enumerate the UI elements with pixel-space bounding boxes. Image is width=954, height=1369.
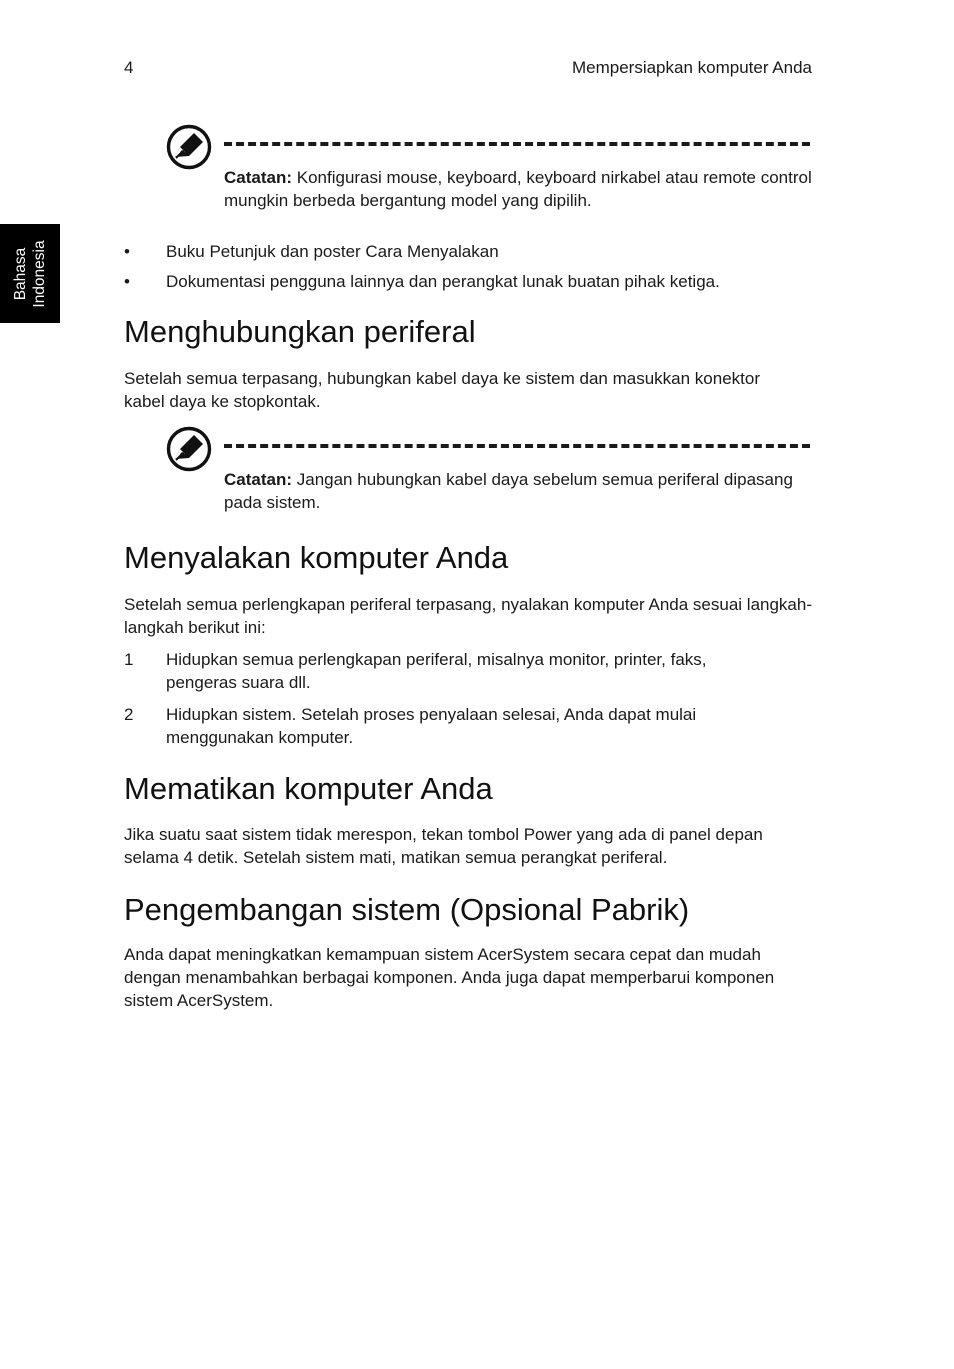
section-heading: Mematikan komputer Anda xyxy=(124,771,493,806)
step-number: 1 xyxy=(124,650,134,669)
step-number: 2 xyxy=(124,705,134,724)
section-heading: Menyalakan komputer Anda xyxy=(124,540,509,575)
note-divider xyxy=(224,142,810,146)
section-heading: Menghubungkan periferal xyxy=(124,314,476,349)
note-pen-icon xyxy=(166,426,212,472)
list-item-text: Hidupkan semua perlengkapan periferal, misalnya monitor, printer, faks, pengeras suara dll. xyxy=(166,650,707,692)
language-tab xyxy=(0,224,60,323)
bullet-marker: • xyxy=(124,272,130,291)
note-pen-icon xyxy=(166,124,212,170)
section-body: Anda dapat meningkatkan kemampuan sistem AcerSystem secara cepat dan mudah dengan menambahkan berbagai komponen. Anda juga dapat memperbarui komponen sistem AcerSystem. xyxy=(124,945,775,1010)
bullet-marker: • xyxy=(124,242,130,261)
list-item-text: Buku Petunjuk dan poster Cara Menyalakan xyxy=(166,242,499,261)
list-item-text: Hidupkan sistem. Setelah proses penyalaan selesai, Anda dapat mulai menggunakan komputer. xyxy=(166,705,697,747)
language-tab-label: Bahasa Indonesia xyxy=(12,239,48,308)
section-body: Setelah semua terpasang, hubungkan kabel daya ke sistem dan masukkan konektor kabel daya ke stopkontak. xyxy=(124,369,761,411)
note-text: Catatan: Konfigurasi mouse, keyboard, keyboard nirkabel atau remote control mungkin berbeda bergantung model yang dipilih. xyxy=(224,168,812,210)
list-item-text: Dokumentasi pengguna lainnya dan perangkat lunak buatan pihak ketiga. xyxy=(166,272,720,291)
section-body: Setelah semua perlengkapan periferal terpasang, nyalakan komputer Anda sesuai langkah-langkah berikut ini: xyxy=(124,595,813,637)
section-body: Jika suatu saat sistem tidak merespon, tekan tombol Power yang ada di panel depan selama 4 detik. Setelah sistem mati, matikan semua perangkat periferal. xyxy=(124,825,763,867)
section-heading: Pengembangan sistem (Opsional Pabrik) xyxy=(124,892,690,927)
page-number: 4 xyxy=(124,58,134,77)
note-divider xyxy=(224,444,810,448)
note-text: Catatan: Jangan hubungkan kabel daya sebelum semua periferal dipasang pada sistem. xyxy=(224,470,793,512)
running-title: Mempersiapkan komputer Anda xyxy=(571,58,812,77)
